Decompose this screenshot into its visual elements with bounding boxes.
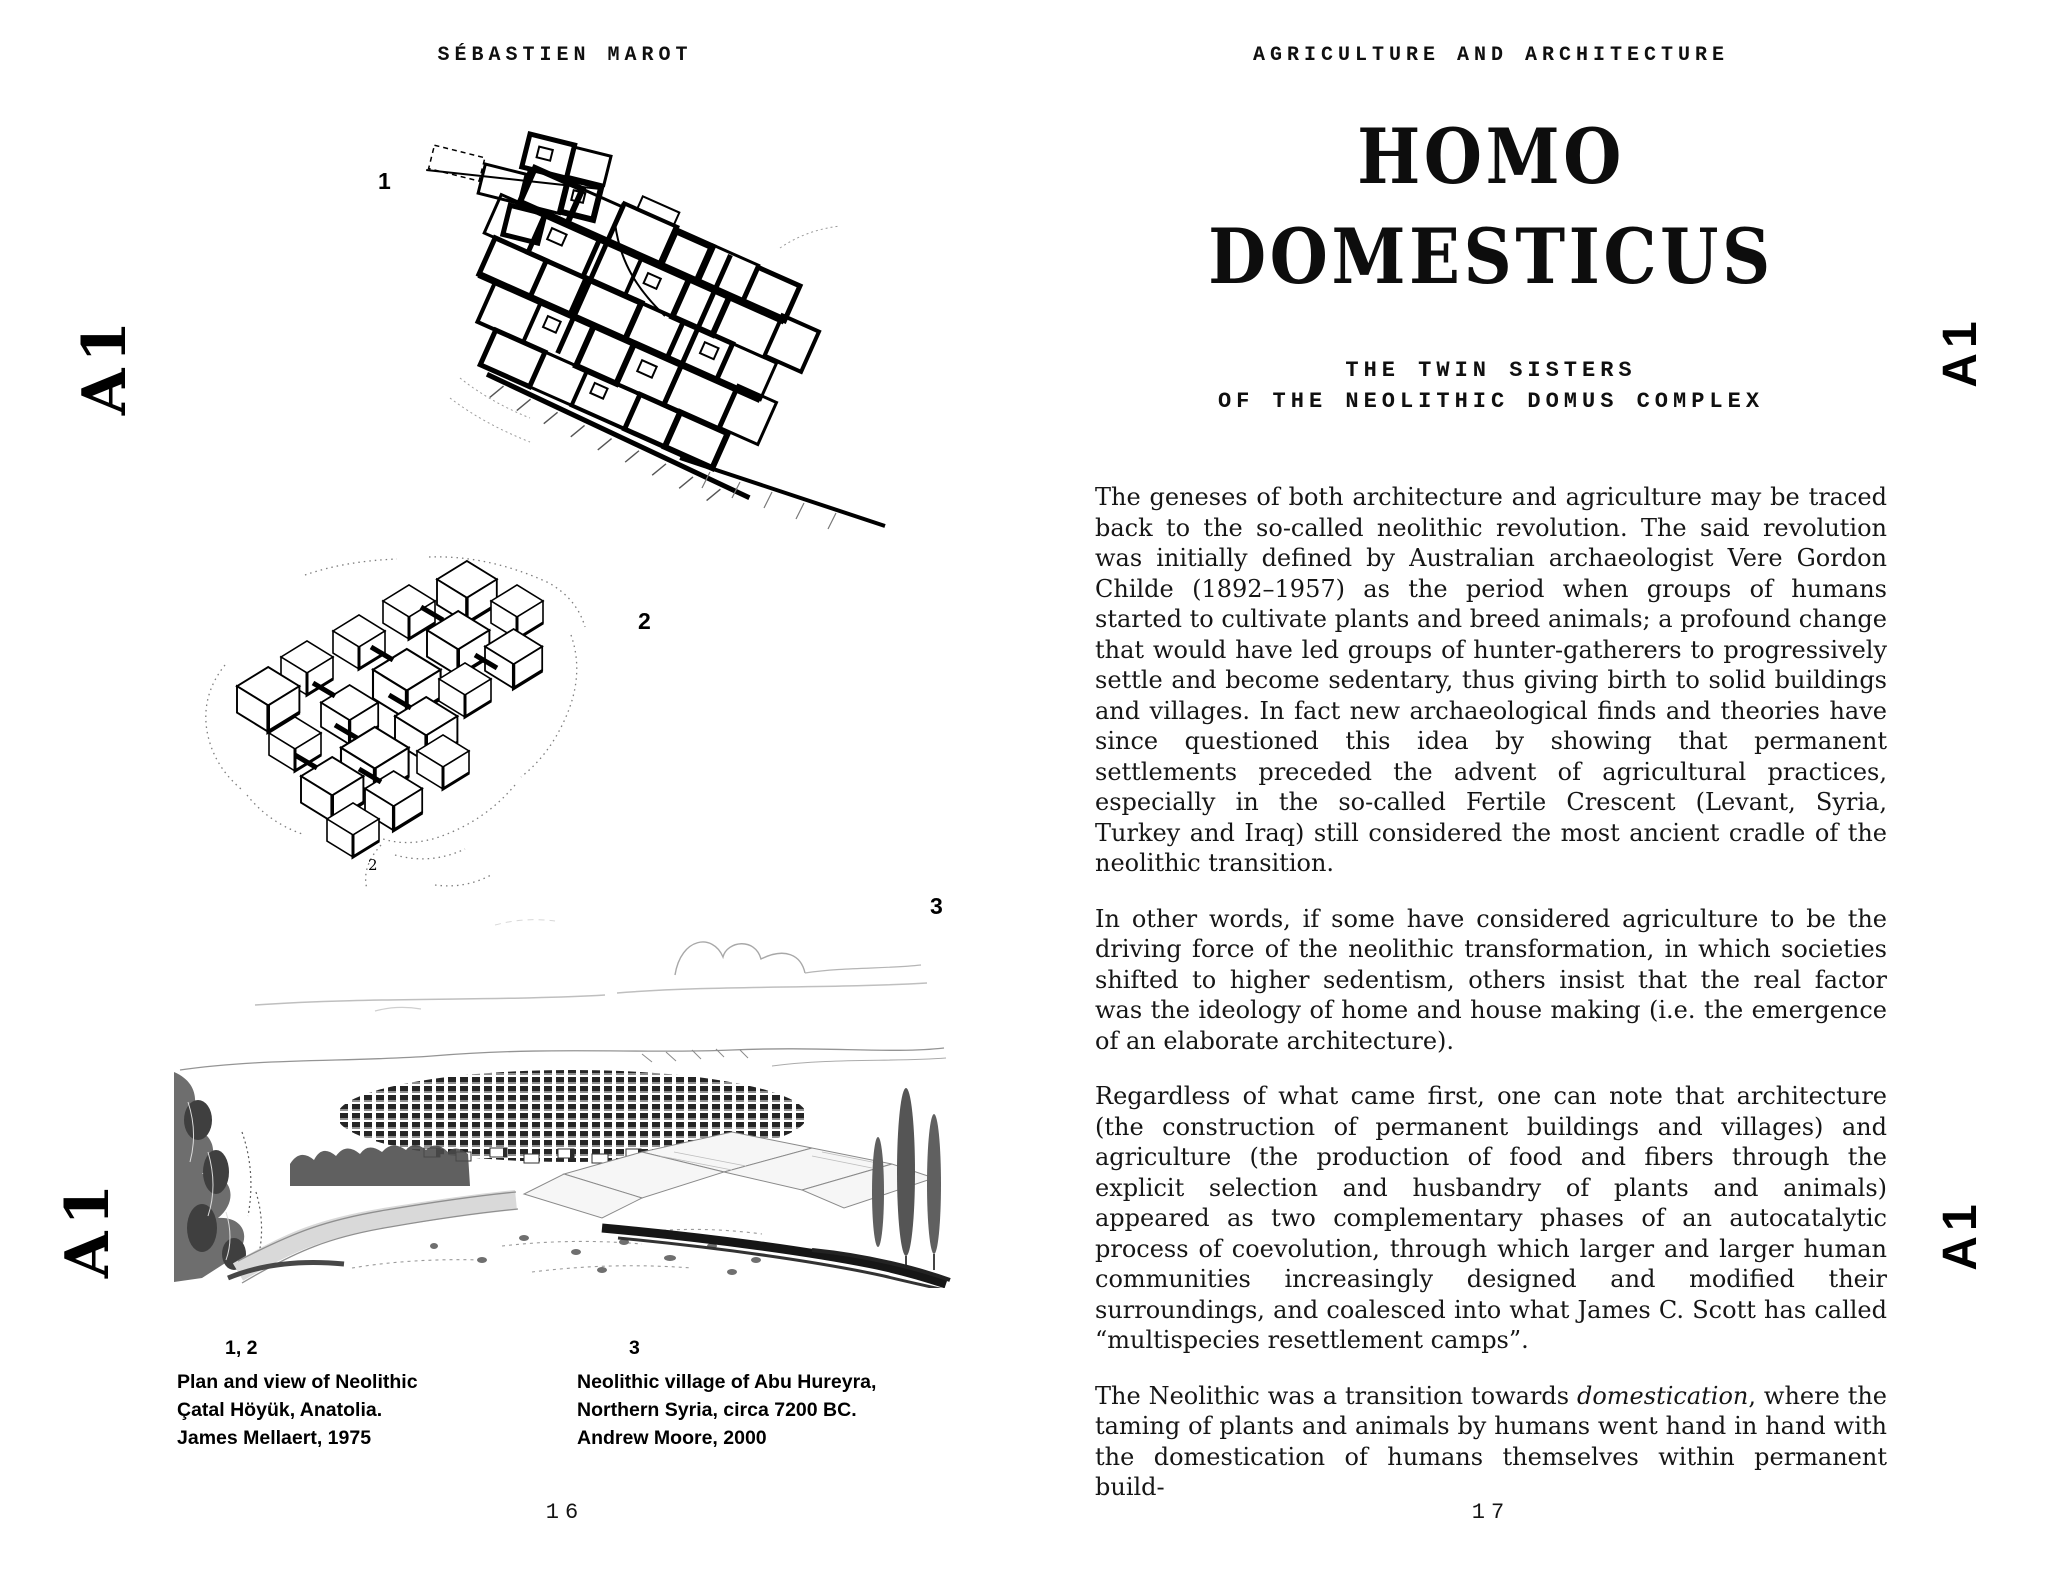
edge-mark-right-bottom: A1 <box>1933 1199 1987 1271</box>
body-text-column <box>1095 482 1887 1528</box>
left-page-number: 16 <box>545 1500 585 1525</box>
figure-3-horizon-sketch <box>245 895 935 1030</box>
figure-2-axonometric-view <box>185 555 655 910</box>
chapter-title-line-2: DOMESTICUS <box>1208 212 1774 301</box>
caption-line: James Mellaert, 1975 <box>177 1427 372 1449</box>
left-running-head: SÉBASTIEN MAROT <box>437 44 693 67</box>
figure-3-panorama-abu-hureyra <box>172 1032 952 1288</box>
caption-line: Plan and view of Neolithic <box>177 1371 418 1393</box>
caption-line: Northern Syria, circa 7200 BC. <box>577 1399 857 1421</box>
figure-2-label: 2 <box>638 608 651 634</box>
caption-line: Çatal Höyük, Anatolia. <box>177 1399 383 1421</box>
edge-mark-left-top: A1 <box>70 314 140 416</box>
caption-line: Andrew Moore, 2000 <box>577 1427 767 1449</box>
body-paragraph: The geneses of both architecture and agriculture may be traced back to the so-called neolithic revolution. The said revolution was initially defined by Australian archaeologist Vere Gordon Childe (1892–1957) as the period when groups of humans started to cultivate plants and breed animals; a profound change that would have led groups of hunter-gatherers to progressively settle and become sedentary, thus giving birth to solid buildings and villages. In fact new archaeological finds and theories have since questioned this idea by showing that permanent settlements preceded the advent of agricultural practices, especially in the so-called Fertile Crescent (Levant, Syria, Turkey and Iraq) still considered the most ancient cradle of the neolithic transition. <box>1095 483 1887 877</box>
figure-1-label: 1 <box>378 168 391 194</box>
chapter-subtitle-line-2: OF THE NEOLITHIC DOMUS COMPLEX <box>1217 389 1765 414</box>
edge-mark-right-top: A1 <box>1933 316 1987 388</box>
figure-1-plan-catal-hoyuk <box>380 128 910 540</box>
figure-3-label: 3 <box>930 893 943 919</box>
caption-line: Neolithic village of Abu Hureyra, <box>577 1371 877 1393</box>
caption-number: 3 <box>629 1337 640 1359</box>
body-paragraph: The Neolithic was a transition towards domestication, where the taming of plants and animals by humans went hand in hand with the domestication of humans themselves within permanent build- <box>1095 1381 1887 1501</box>
caption-figure-3 <box>577 1334 937 1452</box>
caption-number: 1, 2 <box>225 1337 258 1359</box>
figure-2-inner-label: 2 <box>368 856 378 874</box>
body-paragraph: Regardless of what came first, one can note that architecture (the construction of permanent buildings and villages) and agriculture (the production of food and fibers through the explicit selection and husbandry of plants and animals) appeared as two complementary phases of an autocatalytic process of coevolution, through which larger and larger human communities increasingly designed and modified their surroundings, and coalesced into what James C. Scott has called “multispecies resettlement camps”. <box>1095 1082 1887 1354</box>
right-running-head: AGRICULTURE AND ARCHITECTURE <box>1252 44 1730 67</box>
caption-figures-1-2 <box>177 1334 477 1452</box>
chapter-subtitle-line-1: THE TWIN SISTERS <box>1345 358 1637 383</box>
right-page-number: 17 <box>1471 1500 1511 1525</box>
chapter-title-line-1: HOMO <box>1357 112 1625 201</box>
edge-mark-left-bottom: A1 <box>53 1177 123 1279</box>
body-paragraph: In other words, if some have considered agriculture to be the driving force of the neolithic transformation, in which societies shifted to higher sedentism, others insist that the real factor was the ideology of home and house making (i.e. the emergence of an elaborate architecture). <box>1095 904 1887 1055</box>
